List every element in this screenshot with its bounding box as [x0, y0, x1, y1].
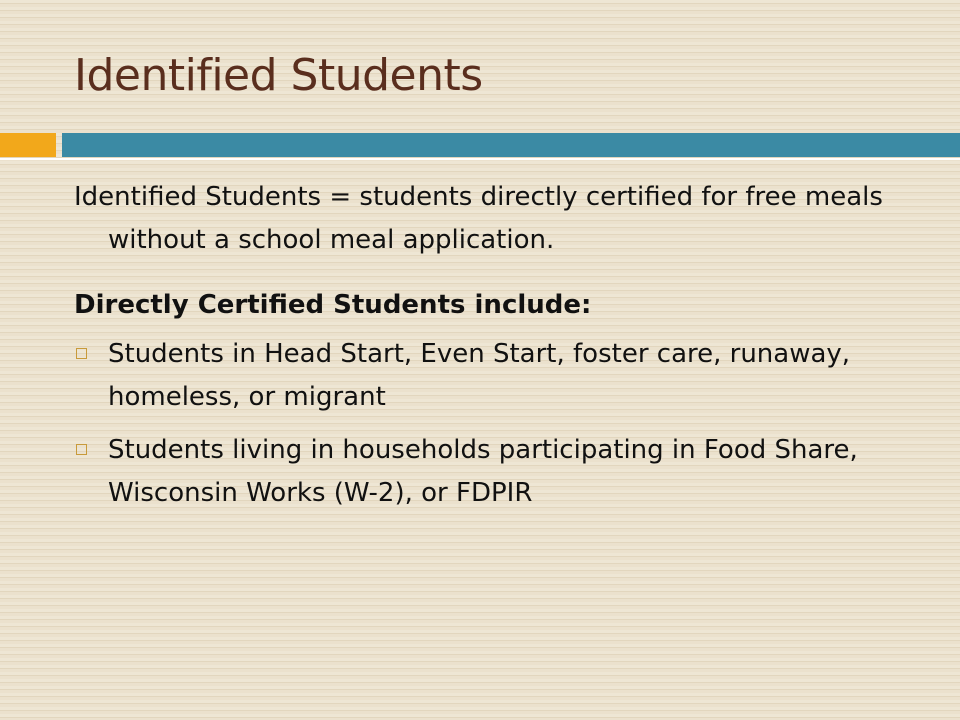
definition-text: Identified Students = students directly certified for free meals without a school meal application. [74, 182, 883, 255]
header-bar [62, 133, 960, 157]
slide-title: Identified Students [74, 50, 483, 101]
subheading: Directly Certified Students include: [74, 290, 592, 320]
square-bullet-icon [76, 348, 87, 359]
bullet-item [74, 429, 894, 515]
bullet-text: Students in Head Start, Even Start, foster care, runaway, homeless, or migrant [108, 339, 851, 412]
accent-bar [0, 133, 56, 157]
slide-body [74, 176, 894, 525]
bullet-item [74, 333, 894, 419]
bullet-text: Students living in households participating in Food Share, Wisconsin Works (W-2), or FDPIR [108, 435, 858, 508]
square-bullet-icon [76, 444, 87, 455]
divider-line [0, 158, 960, 160]
bullet-list [74, 333, 894, 515]
